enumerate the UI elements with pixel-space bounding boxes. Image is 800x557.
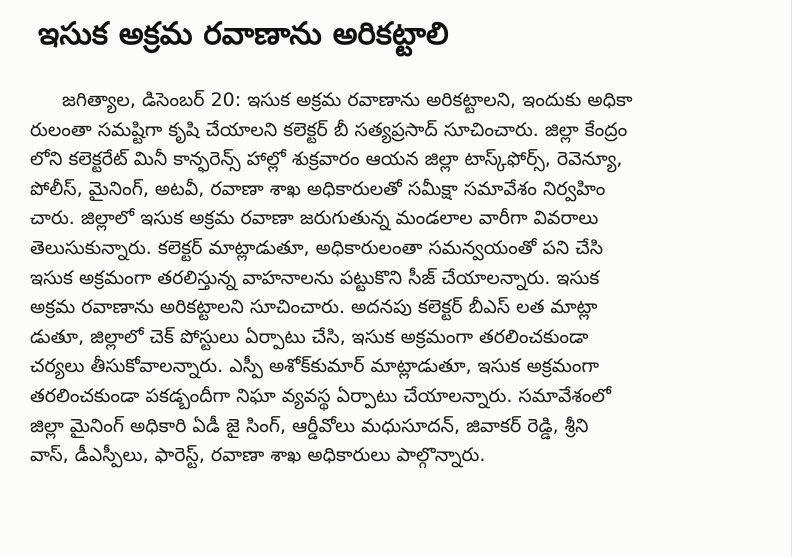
article-line: చారు. జిల్లాలో ఇసుక అక్రమ రవాణా జరుగుతున్న మండలాల వారీగా వివరాలు [30, 207, 599, 230]
article-line: డుతూ, జిల్లాలో చెక్ పోస్టులు ఏర్పాటు చేసి, ఇసుక అక్రమంగా తరలించకుండా [30, 325, 589, 348]
article-line: లోని కలెక్టరేట్ మినీ కాన్ఫరెన్స్ హాల్లో శుక్రవారం ఆయన జిల్లా టాస్క్‌ఫోర్స్, రెవెన్యూ, [30, 148, 623, 171]
article-line: చర్యలు తీసుకోవాలన్నారు. ఎస్పీ అశోక్‌కుమార్ మాట్లాడుతూ, ఇసుక అక్రమంగా [30, 355, 599, 378]
article-line: పోలీస్, మైనింగ్, అటవీ, రవాణా శాఖ అధికారులతో సమీక్షా సమావేశం నిర్వహిం [30, 177, 606, 200]
article-line: తరలించకుండా పకడ్బందీగా నిఘా వ్యవస్థ ఏర్పాటు చేయాలన్నారు. సమావేశంలో [30, 384, 612, 407]
article-line: అక్రమ రవాణాను అరికట్టాలని సూచించారు. అదనపు కలెక్టర్ బీఎస్ లత మాట్లా [30, 296, 598, 319]
article-line: వాస్, డీఎస్పీలు, ఫారెస్ట్, రవాణా శాఖ అధికారులు పాల్గొన్నారు. [30, 444, 486, 467]
article-line: తెలుసుకున్నారు. కలెక్టర్ మాట్లాడుతూ, అధికారులంతా సమన్వయంతో పని చేసి [30, 236, 604, 259]
article-line: ఇసుక అక్రమంగా తరలిస్తున్న వాహనాలను పట్టుకొని సీజ్ చేయాలన్నారు. ఇసుక [30, 266, 600, 289]
article-line: జగిత్యాల, డిసెంబర్ 20: ఇసుక అక్రమ రవాణాను అరికట్టాలని, ఇందుకు అధికా [62, 89, 633, 111]
headline: ఇసుక అక్రమ రవాణాను అరికట్టాలి [38, 16, 449, 52]
article-body [30, 86, 778, 471]
article-line: రులంతా సమష్టిగా కృషి చేయాలని కలెక్టర్ బీ సత్యప్రసాద్ సూచించారు. జిల్లా కేంద్రం [30, 118, 628, 141]
article-line: జిల్లా మైనింగ్ అధికారి ఏడీ జై సింగ్, ఆర్డీవోలు మధుసూదన్, జివాకర్ రెడ్డి, శ్రీని [30, 414, 589, 437]
